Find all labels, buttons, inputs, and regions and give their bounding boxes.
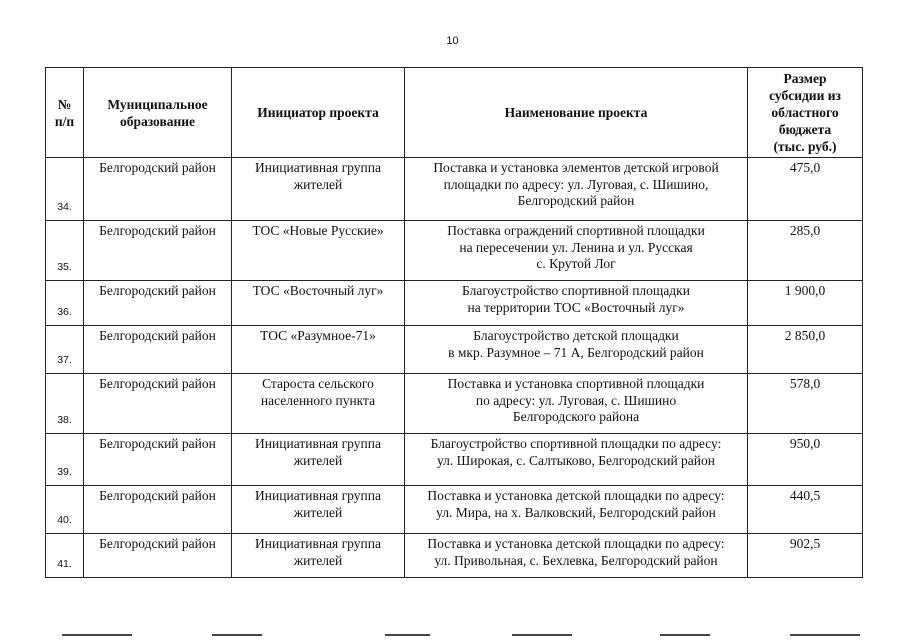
row-number: 39.: [46, 434, 84, 486]
municipality-cell: Белгородский район: [84, 374, 232, 434]
amount-cell: 950,0: [748, 434, 863, 486]
project-name-cell: Поставка ограждений спортивной площадки на пересечении ул. Ленина и ул. Русская с. Крутой Лог: [405, 221, 748, 281]
project-name-cell: Благоустройство спортивной площадки по адресу: ул. Широкая, с. Салтыково, Белгородский район: [405, 434, 748, 486]
scan-line: [512, 634, 572, 636]
amount-cell: 902,5: [748, 534, 863, 578]
amount-cell: 1 900,0: [748, 281, 863, 326]
amount-cell: 440,5: [748, 486, 863, 534]
table-row: [46, 326, 863, 374]
table-row: [46, 221, 863, 281]
municipality-cell: Белгородский район: [84, 534, 232, 578]
table-row: [46, 534, 863, 578]
initiator-cell: ТОС «Разумное-71»: [232, 326, 405, 374]
row-number: 41.: [46, 534, 84, 578]
table-row: [46, 486, 863, 534]
scan-line: [385, 634, 430, 636]
initiator-cell: ТОС «Восточный луг»: [232, 281, 405, 326]
municipality-cell: Белгородский район: [84, 486, 232, 534]
municipality-cell: Белгородский район: [84, 281, 232, 326]
municipality-cell: Белгородский район: [84, 158, 232, 221]
municipality-cell: Белгородский район: [84, 221, 232, 281]
project-name-cell: Поставка и установка элементов детской игровой площадки по адресу: ул. Луговая, с. Шишино, Белгородский район: [405, 158, 748, 221]
scan-line: [212, 634, 262, 636]
initiator-cell: Инициативная группа жителей: [232, 534, 405, 578]
row-number: 40.: [46, 486, 84, 534]
initiator-cell: ТОС «Новые Русские»: [232, 221, 405, 281]
table-row: [46, 374, 863, 434]
project-name-cell: Поставка и установка спортивной площадки по адресу: ул. Луговая, с. Шишино Белгородского района: [405, 374, 748, 434]
header-subsidy-amount: Размер субсидии из областного бюджета (тыс. руб.): [748, 68, 863, 158]
project-name-cell: Благоустройство детской площадки в мкр. Разумное – 71 А, Белгородский район: [405, 326, 748, 374]
scan-artifact-lines: [0, 626, 905, 640]
municipality-cell: Белгородский район: [84, 326, 232, 374]
table-body: [46, 158, 863, 578]
table-row: [46, 281, 863, 326]
projects-table: [45, 67, 863, 578]
header-initiator: Инициатор проекта: [232, 68, 405, 158]
row-number: 38.: [46, 374, 84, 434]
header-project-name: Наименование проекта: [405, 68, 748, 158]
amount-cell: 285,0: [748, 221, 863, 281]
table-row: [46, 158, 863, 221]
row-number: 37.: [46, 326, 84, 374]
header-municipality: Муниципальное образование: [84, 68, 232, 158]
table-row: [46, 434, 863, 486]
initiator-cell: Инициативная группа жителей: [232, 434, 405, 486]
initiator-cell: Инициативная группа жителей: [232, 486, 405, 534]
amount-cell: 475,0: [748, 158, 863, 221]
project-name-cell: Поставка и установка детской площадки по адресу: ул. Привольная, с. Бехлевка, Белгородский район: [405, 534, 748, 578]
amount-cell: 2 850,0: [748, 326, 863, 374]
scan-line: [660, 634, 710, 636]
row-number: 34.: [46, 158, 84, 221]
initiator-cell: Староста сельского населенного пункта: [232, 374, 405, 434]
amount-cell: 578,0: [748, 374, 863, 434]
table-header: [46, 68, 863, 158]
scan-line: [62, 634, 132, 636]
project-name-cell: Благоустройство спортивной площадки на территории ТОС «Восточный луг»: [405, 281, 748, 326]
row-number: 36.: [46, 281, 84, 326]
municipality-cell: Белгородский район: [84, 434, 232, 486]
header-number: № п/п: [46, 68, 84, 158]
project-name-cell: Поставка и установка детской площадки по адресу: ул. Мира, на х. Валковский, Белгородский район: [405, 486, 748, 534]
page-number: 10: [446, 35, 459, 47]
scan-line: [790, 634, 860, 636]
row-number: 35.: [46, 221, 84, 281]
header-row: [46, 68, 863, 158]
initiator-cell: Инициативная группа жителей: [232, 158, 405, 221]
